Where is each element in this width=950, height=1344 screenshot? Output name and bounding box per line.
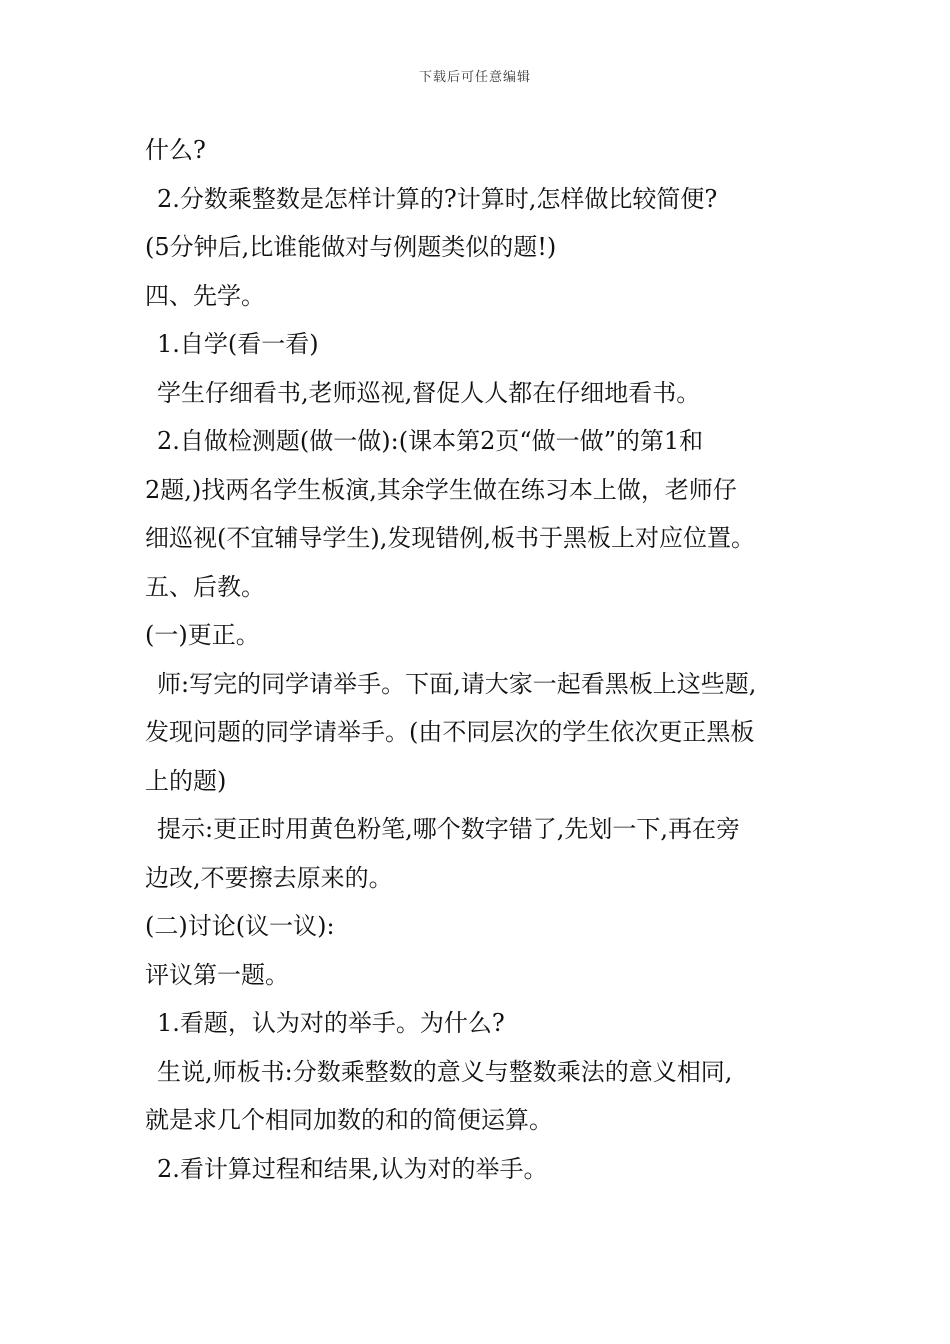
text-line: 2.分数乘整数是怎样计算的?计算时,怎样做比较简便? [157,184,718,213]
text-line: 生说,师板书:分数乘整数的意义与整数乘法的意义相同, [157,1057,733,1086]
text-line: 五、后教。 [145,572,265,601]
text-line: 四、先学。 [145,281,265,310]
text-line: (5分钟后,比谁能做对与例题类似的题!) [145,233,557,261]
text-line: 评议第一题。 [145,960,289,989]
text-line: 细巡视(不宜辅导学生),发现错例,板书于黑板上对应位置。 [145,524,755,552]
document-body [145,126,825,1193]
text-line: (一)更正。 [145,621,260,649]
text-line: 提示:更正时用黄色粉笔,哪个数字错了,先划一下,再在旁 [157,815,740,843]
text-line: 什么? [145,136,206,164]
text-line: 学生仔细看书,老师巡视,督促人人都在仔细地看书。 [157,378,701,407]
text-line: 上的题) [145,766,227,795]
text-line: 1.自学(看一看) [157,330,319,358]
text-line: 2题,)找两名学生板演,其余学生做在练习本上做，老师仔 [145,475,737,504]
text-line: (二)讨论(议一议): [145,912,335,940]
text-line: 师:写完的同学请举手。下面,请大家一起看黑板上这些题, [157,669,757,698]
page-header: 下载后可任意编辑 [418,70,531,85]
text-line: 发现问题的同学请举手。(由不同层次的学生依次更正黑板 [145,718,755,746]
text-line: 2.自做检测题(做一做):(课本第2页“做一做”的第1和 [157,427,704,455]
text-line: 1.看题，认为对的举手。为什么? [157,1009,505,1037]
text-line: 边改,不要擦去原来的。 [145,863,393,892]
text-line: 就是求几个相同加数的和的简便运算。 [145,1106,553,1134]
text-line: 2.看计算过程和结果,认为对的举手。 [157,1154,548,1183]
